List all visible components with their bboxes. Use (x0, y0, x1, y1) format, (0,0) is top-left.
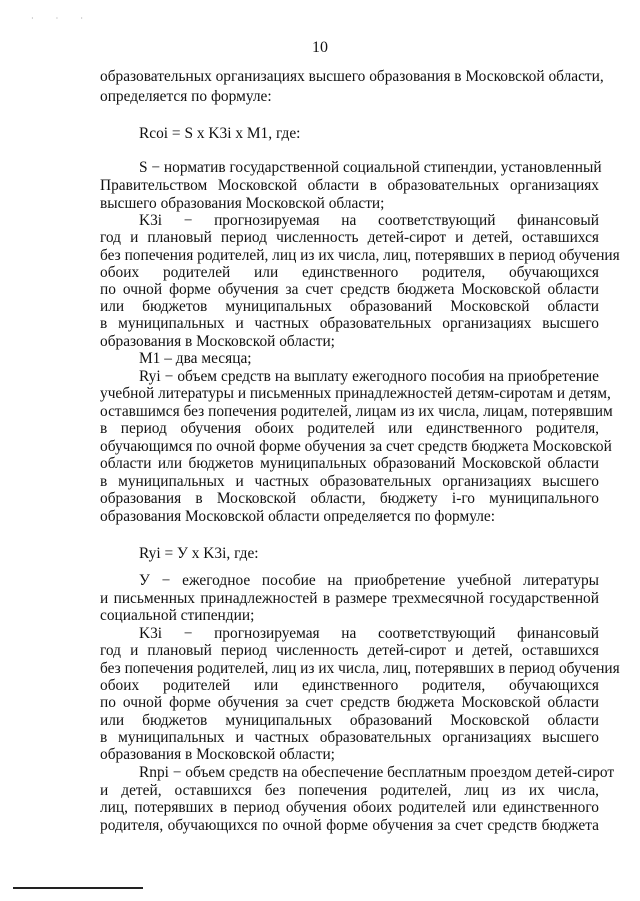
formula-line: Rcoi = S x K3i x M1, где: (139, 125, 301, 142)
text-line: образования в Московской области, бюджету i-го муниципального (100, 490, 599, 507)
text-line: образования в Московской области; (100, 333, 335, 350)
text-line: без попечения родителей, лиц из их числа, лиц, потерявших в период обучения (100, 247, 620, 264)
text-line: K3i − прогнозируемая на соответствующий финансовый (139, 625, 599, 642)
text-line: социальной стипендии; (100, 607, 255, 624)
text-line: обоих родителей или единственного родителя, обучающихся (100, 264, 599, 281)
formula-line: Ryi = У x K3i, где: (139, 545, 259, 562)
text-line: год и плановый период численность детей-сирот и детей, оставшихся (100, 642, 599, 659)
text-line: и письменных принадлежностей в размере трехмесячной государственной (100, 590, 599, 607)
footer-rule (13, 887, 143, 889)
page-number: 10 (312, 39, 328, 56)
text-line: в муниципальных и частных образовательных организациях высшего (100, 729, 599, 746)
text-line: в период обучения обоих родителей или единственного родителя, (100, 420, 599, 437)
text-line: У − ежегодное пособие на приобретение учебной литературы (139, 572, 599, 589)
text-line: обоих родителей или единственного родителя, обучающихся (100, 677, 599, 694)
text-line: обучающимся по очной форме обучения за счет средств бюджета Московской (100, 438, 612, 455)
text-line: в муниципальных и частных образовательных организациях высшего (100, 473, 599, 490)
text-line: по очной форме обучения за счет средств бюджета Московской области (100, 694, 599, 711)
text-line: Ryi − объем средств на выплату ежегодного пособия на приобретение (139, 368, 599, 385)
text-line: лиц, потерявших в период обучения обоих родителей или единственного (100, 799, 599, 816)
text-line: образования в Московской области; (100, 746, 335, 763)
text-line: высшего образования Московской области; (100, 195, 385, 212)
text-line: K3i − прогнозируемая на соответствующий финансовый (139, 212, 599, 229)
text-line: M1 – два месяца; (139, 350, 252, 367)
text-line: определяется по формуле: (100, 88, 272, 105)
text-line: учебной литературы и письменных принадлежностей детям-сиротам и детям, (100, 385, 611, 402)
text-line: год и плановый период численность детей-сирот и детей, оставшихся (100, 229, 599, 246)
text-line: или бюджетов муниципальных образований Московской области (100, 712, 599, 729)
text-line: образования Московской области определяется по формуле: (100, 508, 496, 525)
text-line: Rnpi − объем средств на обеспечение бесплатным проездом детей-сирот (139, 764, 615, 781)
text-line: без попечения родителей, лиц из их числа, лиц, потерявших в период обучения (100, 660, 620, 677)
text-line: Правительством Московской области в образовательных организациях (100, 177, 599, 194)
text-line: или бюджетов муниципальных образований Московской области (100, 298, 599, 315)
text-line: оставшимся без попечения родителей, лицам из их числа, лицам, потерявшим (100, 403, 613, 420)
text-line: в муниципальных и частных образовательных организациях высшего (100, 315, 599, 332)
text-line: образовательных организациях высшего образования в Московской области, (100, 68, 604, 85)
text-line: родителя, обучающихся по очной форме обучения за счет средств бюджета (100, 817, 599, 834)
corner-marks: · · · (31, 14, 93, 23)
text-line: S − норматив государственной социальной стипендии, установленный (139, 159, 602, 176)
text-line: и детей, оставшихся без попечения родителей, лиц из их числа, (100, 782, 599, 799)
text-line: области или бюджетов муниципальных образований Московской области (100, 455, 599, 472)
text-line: по очной форме обучения за счет средств бюджета Московской области (100, 281, 599, 298)
